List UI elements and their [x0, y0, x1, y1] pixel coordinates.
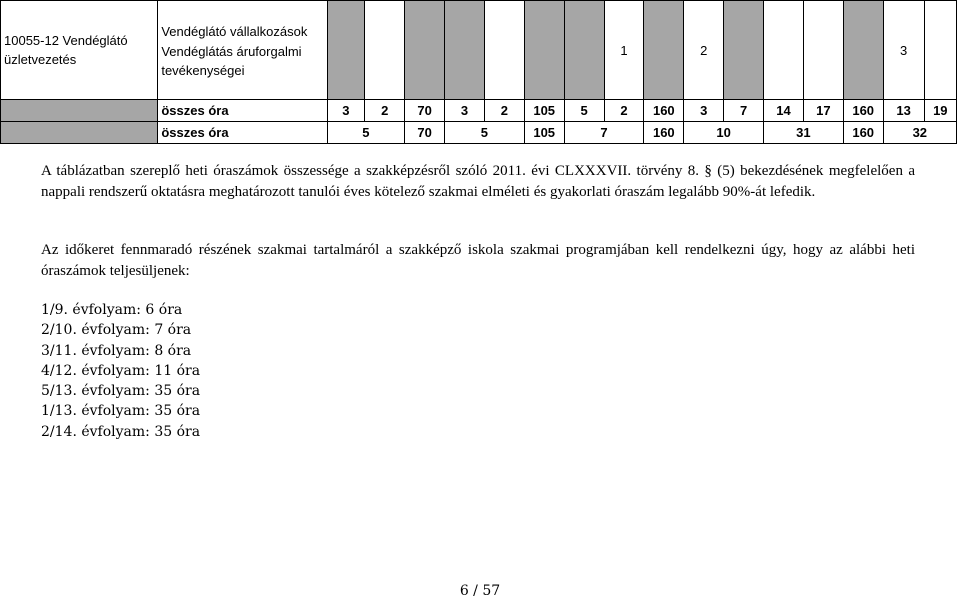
table-cell: 32 — [883, 122, 956, 144]
empty-gray-cell — [1, 122, 158, 144]
table-cell: 2 — [484, 100, 524, 122]
header-number-2: 2 — [684, 1, 724, 100]
table-cell: 160 — [843, 100, 883, 122]
empty-gray-cell — [724, 1, 764, 100]
empty-gray-cell — [644, 1, 684, 100]
paragraph-1-start: A táblázatban szereplő heti óraszámok összessége a szakképzésről szóló 2011. évi CLXXXVII. törvény 8. § (5) bekezdésének — [41, 163, 824, 179]
table-cell: 160 — [644, 122, 684, 144]
table-cell: 2 — [365, 100, 405, 122]
empty-gray-cell — [524, 1, 564, 100]
table-cell: 70 — [405, 122, 445, 144]
year-hours-list — [41, 300, 200, 442]
subject-1: Vendéglátó vállalkozások — [161, 24, 308, 40]
empty-gray-cell — [327, 1, 365, 100]
hours-table — [0, 0, 957, 144]
list-item: 5/13. évfolyam: 35 óra — [41, 383, 201, 400]
table-cell: 5 — [564, 100, 604, 122]
list-item: 1/13. évfolyam: 35 óra — [41, 403, 201, 420]
table-header-row — [1, 1, 957, 100]
table-cell: 7 — [724, 100, 764, 122]
empty-cell — [365, 1, 405, 100]
table-cell: 13 — [883, 100, 924, 122]
table-row-total — [1, 122, 957, 144]
table-row-weekly — [1, 100, 957, 122]
table-cell: 5 — [327, 122, 405, 144]
list-item: 2/14. évfolyam: 35 óra — [41, 423, 201, 440]
empty-gray-cell — [1, 100, 158, 122]
table-cell: 105 — [524, 100, 564, 122]
table-cell: 3 — [327, 100, 365, 122]
row-label: összes óra — [158, 122, 327, 144]
table-cell: 10 — [684, 122, 764, 144]
table-cell: 160 — [644, 100, 684, 122]
table-cell: 5 — [445, 122, 525, 144]
empty-cell — [924, 1, 956, 100]
table-cell: 3 — [445, 100, 485, 122]
list-item: 2/10. évfolyam: 7 óra — [41, 322, 192, 339]
empty-gray-cell — [445, 1, 485, 100]
subject-cell — [158, 1, 327, 100]
table-cell: 105 — [524, 122, 564, 144]
empty-cell — [803, 1, 843, 100]
header-number-1: 1 — [604, 1, 644, 100]
table-cell: 70 — [405, 100, 445, 122]
paragraph-1 — [41, 161, 915, 203]
list-item: 4/12. évfolyam: 11 óra — [41, 362, 201, 379]
empty-gray-cell — [564, 1, 604, 100]
page-number: 6 / 57 — [459, 583, 501, 599]
table-cell: 3 — [684, 100, 724, 122]
table-cell: 7 — [564, 122, 644, 144]
list-item: 1/9. évfolyam: 6 óra — [41, 302, 183, 318]
paragraph-1-rest: megfelelően a nappali rendszerű oktatásra meghatározott tanulói éves kötelező szakmai elméleti és gyakorlati óraszám legalább 90%-át lefedik. — [41, 163, 915, 200]
table-cell: 31 — [764, 122, 844, 144]
empty-gray-cell — [843, 1, 883, 100]
table-cell: 19 — [924, 100, 956, 122]
module-code-cell: 10055-12 Vendéglátó üzletvezetés — [1, 1, 158, 100]
table-cell: 160 — [843, 122, 883, 144]
empty-cell — [764, 1, 804, 100]
empty-cell — [484, 1, 524, 100]
table-cell: 14 — [764, 100, 804, 122]
paragraph-2: Az időkeret fennmaradó részének szakmai tartalmáról a szakképző iskola szakmai programjában kell rendelkezni úgy, hogy az alábbi heti óraszámok teljesüljenek: — [41, 242, 915, 279]
row-label: összes óra — [158, 100, 327, 122]
table-cell: 17 — [803, 100, 843, 122]
table-cell: 2 — [604, 100, 644, 122]
empty-gray-cell — [405, 1, 445, 100]
list-item: 3/11. évfolyam: 8 óra — [41, 342, 192, 359]
header-number-3: 3 — [883, 1, 924, 100]
subject-2: Vendéglátás áruforgalmi tevékenységei — [161, 43, 302, 79]
